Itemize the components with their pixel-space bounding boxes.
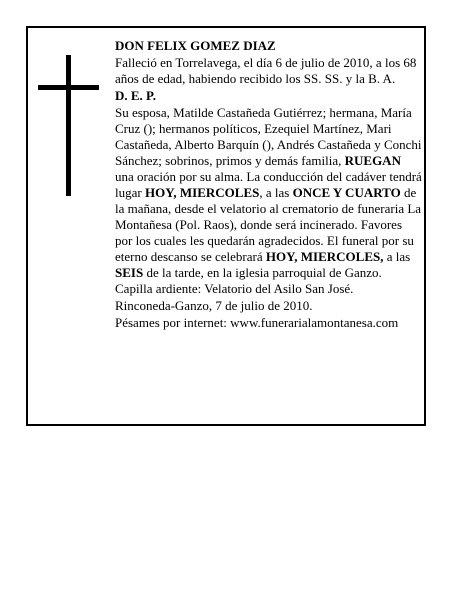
ceremony-paragraph [115,105,422,297]
rip-heading: D. E. P. [115,88,157,103]
death-statement: Falleció en Torrelavega, el día 6 de julio de 2010, a los 68 años de edad, habiendo recibido los SS. SS. y la B. A. [115,55,417,86]
deceased-name: DON FELIX GOMEZ DIAZ [115,38,276,53]
condolences-line: Pésames por internet: www.funerarialamontanesa.com [115,315,399,330]
family-list: Su esposa, Matilde Castañeda Gutiérrez; hermana, María Cruz (); hermanos políticos, Ezequiel Martínez, Mari Castañeda, Alberto Barquín (), Andrés Castañeda y Conchi Sánchez; sobrinos, primos y demás familia, [115,105,422,168]
funeral-time: SEIS [115,265,144,280]
place-date: Rinconeda-Ganzo, 7 de julio de 2010. [115,298,313,313]
cross-icon [66,55,71,196]
conduction-at: , a las [259,185,293,200]
funeral-day: HOY, MIERCOLES, [265,249,384,264]
conduction-day: HOY, MIERCOLES [144,185,260,200]
obituary-text [115,38,422,332]
funeral-location: de la tarde, en la iglesia parroquial de Ganzo. Capilla ardiente: Velatorio del Asilo San José. [115,265,382,296]
cross-icon-bar [38,85,99,90]
conduction-time: ONCE Y CUARTO [292,185,401,200]
funeral-at: a las [383,249,411,264]
conduction-text: una oración por su alma. La conducción del cadáver tendrá lugar [115,169,422,200]
funeral-text: de la mañana, desde el velatorio al crematorio de funeraria La Montañesa (Pol. Raos), donde será incinerado. Favores por los cuales les quedarán agradecidos. El funeral por su eterno descanso se celebrará [115,185,422,264]
ruegan-text: RUEGAN [344,153,401,168]
